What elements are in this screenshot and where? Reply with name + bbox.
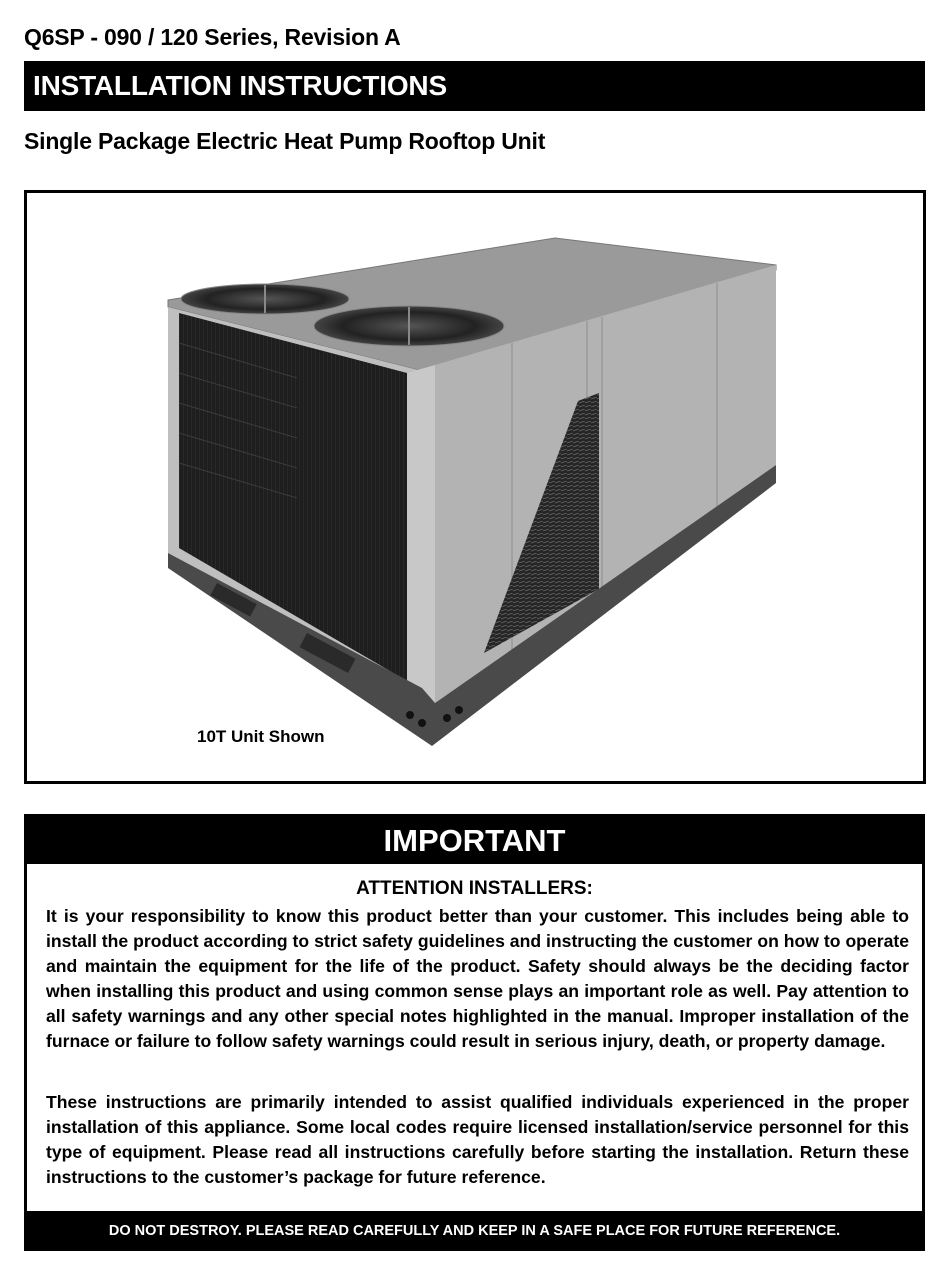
qualified-installer-paragraph: These instructions are primarily intended to assist qualified individuals experienced in the proper installation of this appliance. Some local codes require licensed installation/service personnel for this type of equipment. Please read all instructions carefully before starting the installation. Return these instructions to the customer’s package for future reference.	[46, 1092, 909, 1187]
series-title: Q6SP - 090 / 120 Series, Revision A	[24, 24, 401, 50]
document-type-banner	[24, 61, 925, 111]
figure-caption: 10T Unit Shown	[197, 727, 325, 746]
document-type-label: INSTALLATION INSTRUCTIONS	[33, 70, 447, 101]
important-heading: IMPORTANT	[24, 814, 925, 864]
product-title: Single Package Electric Heat Pump Rooftop Unit	[24, 128, 546, 154]
attention-installers-heading: ATTENTION INSTALLERS:	[356, 878, 593, 899]
do-not-destroy-footer: DO NOT DESTROY. PLEASE READ CAREFULLY AND KEEP IN A SAFE PLACE FOR FUTURE REFERENCE.	[24, 1211, 925, 1251]
responsibility-paragraph: It is your responsibility to know this product better than your customer. This includes being able to install the product according to strict safety guidelines and instructing the customer on how to operate and maintain the equipment for the life of the product. Safety should always be the deciding factor when installing this product and using common sense plays an important role as well. Pay attention to all safety warnings and any other special notes highlighted in the manual. Improper installation of the furnace or failure to follow safety warnings could result in serious injury, death, or property damage.	[46, 906, 909, 1051]
product-figure	[24, 190, 926, 784]
rooftop-unit-illustration	[27, 193, 923, 781]
important-notice	[24, 814, 925, 1251]
